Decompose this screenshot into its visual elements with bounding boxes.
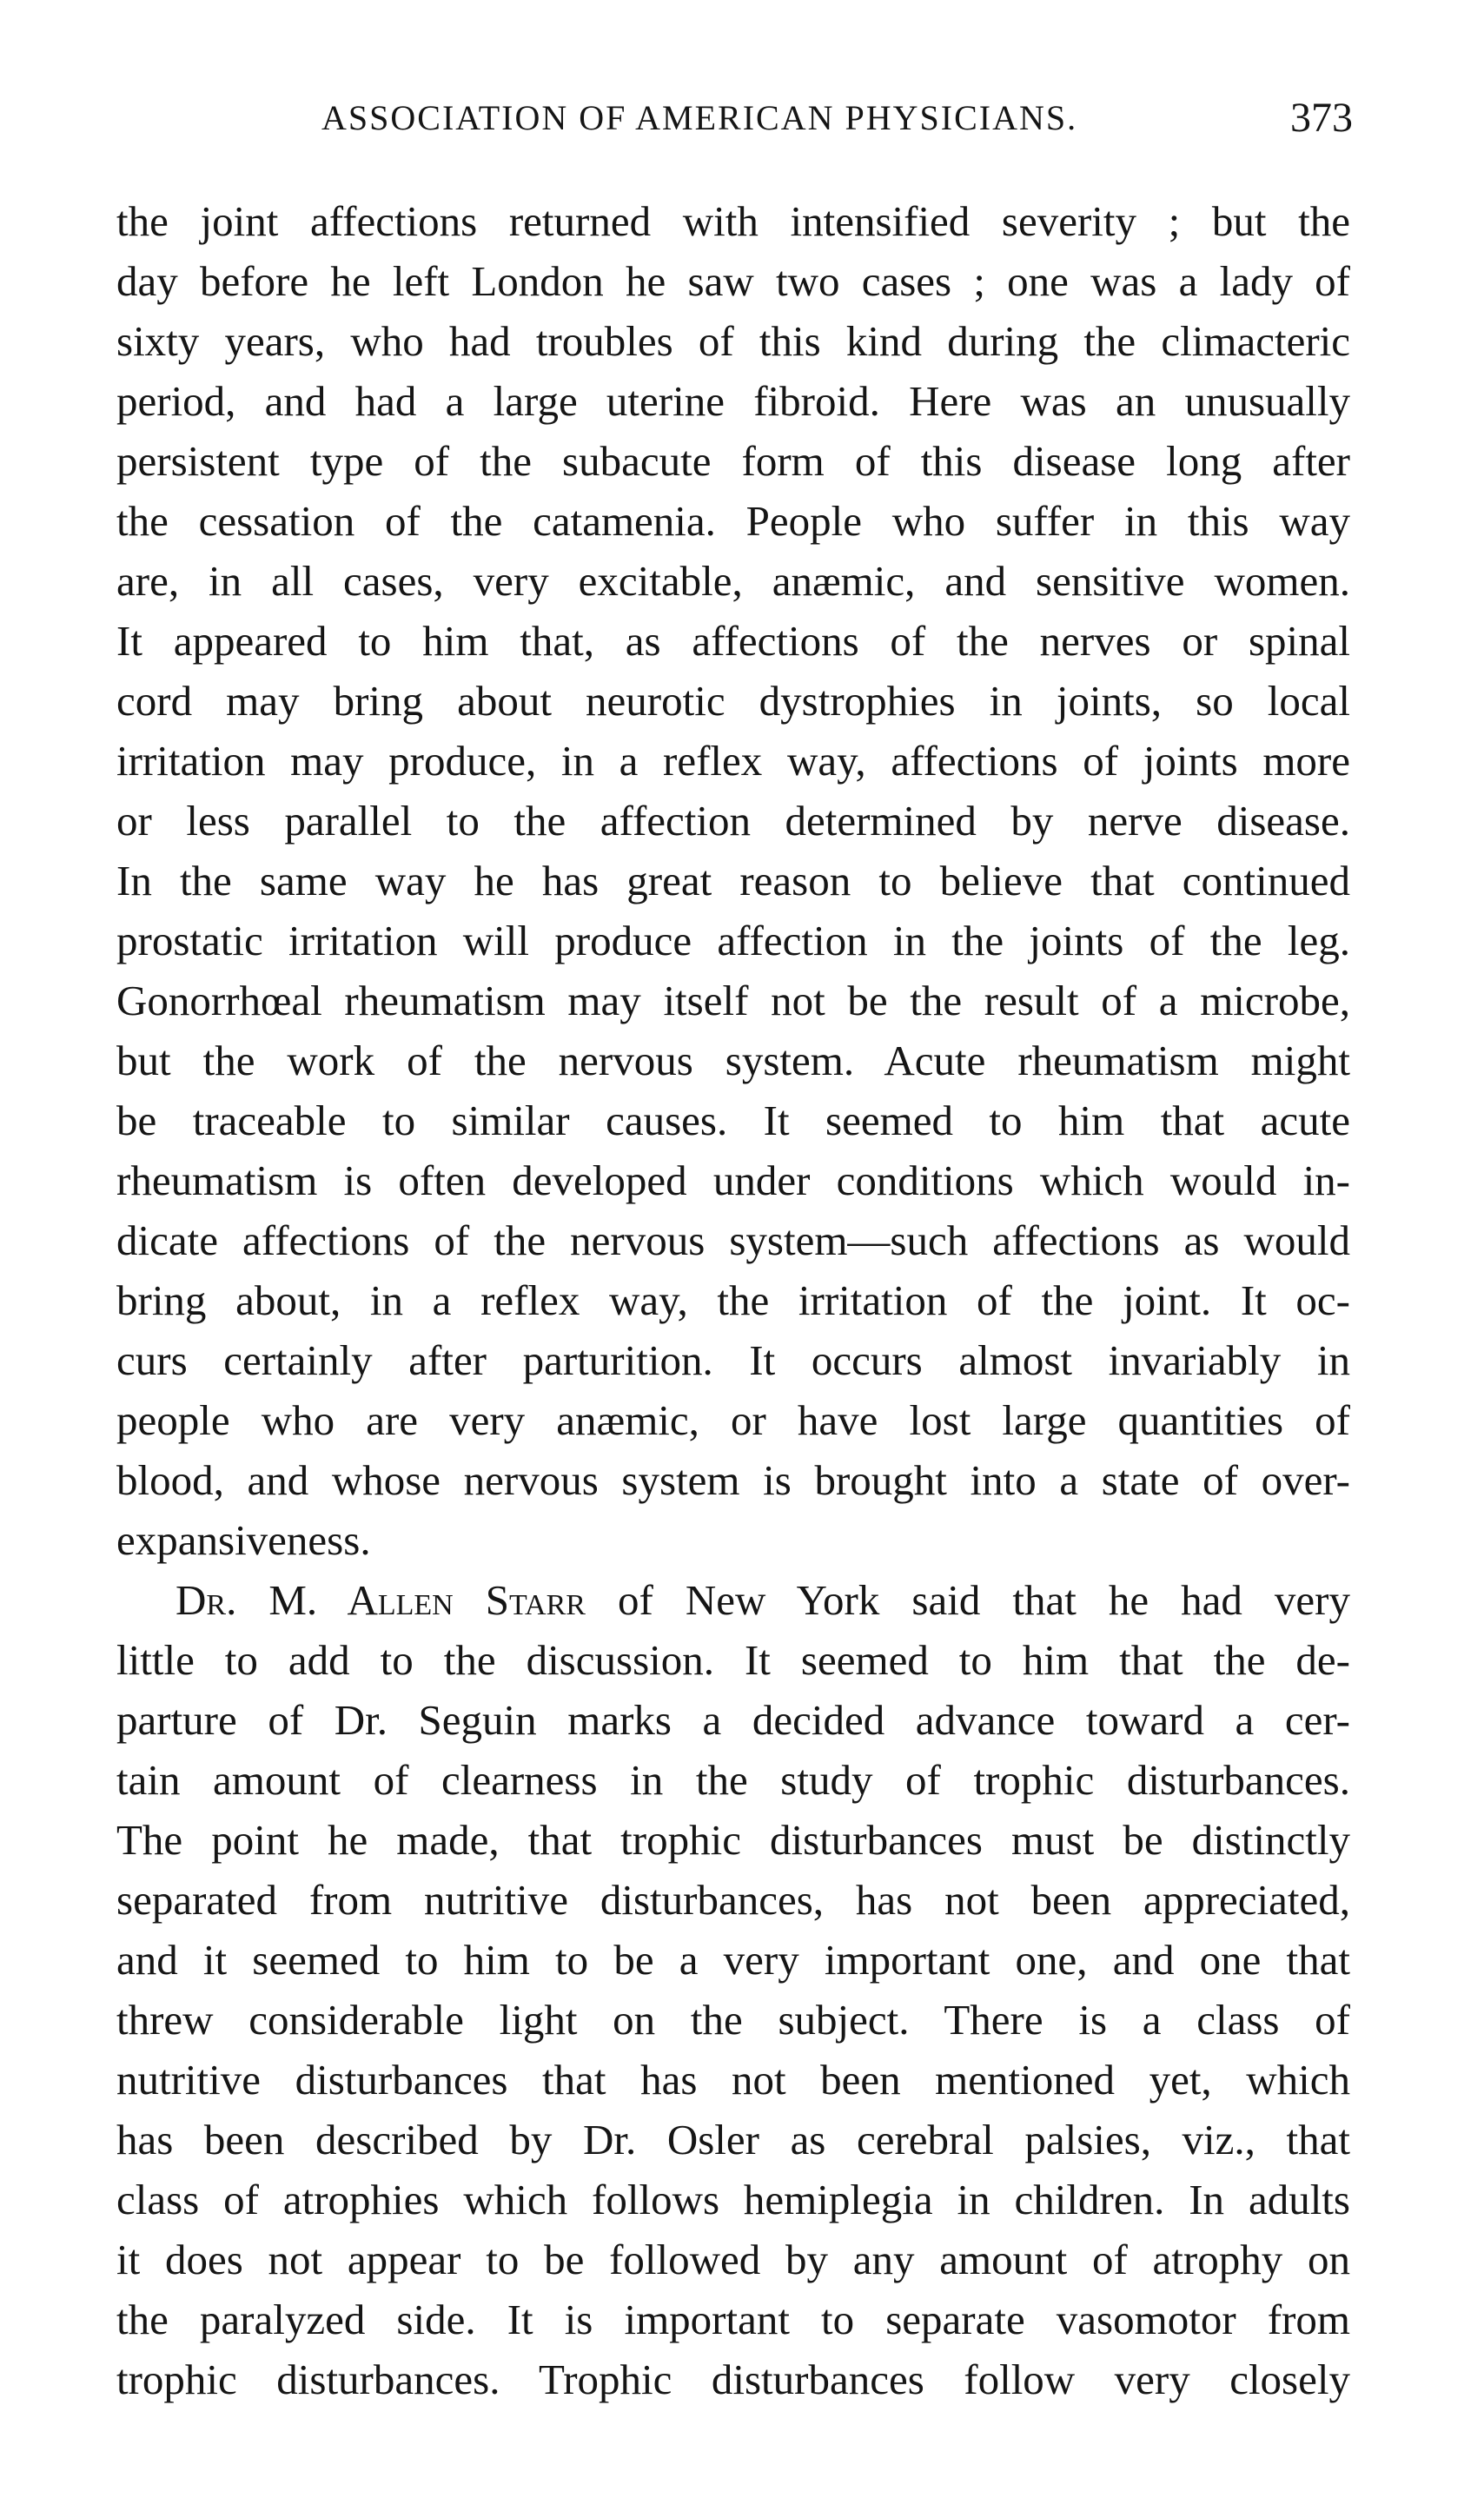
text-line: period, and had a large uterine fibroid. Here was an unusually: [116, 377, 1350, 425]
text-line: prostatic irritation will produce affection in the joints of the leg.: [116, 917, 1350, 964]
text-line: trophic disturbances. Trophic disturbances follow very closely: [116, 2356, 1350, 2403]
text-line: threw considerable light on the subject. There is a class of: [116, 1996, 1350, 2044]
text-line: or less parallel to the affection determined by nerve disease.: [116, 797, 1350, 845]
text-line: bring about, in a reflex way, the irritation of the joint. It oc-: [116, 1276, 1350, 1324]
text-line: tain amount of clearness in the study of trophic disturbances.: [116, 1756, 1350, 1804]
text-line: little to add to the discussion. It seemed to him that the de-: [116, 1636, 1350, 1684]
body-text: [116, 191, 1350, 2409]
text-line: it does not appear to be followed by any amount of atrophy on: [116, 2236, 1350, 2283]
page-number: 373: [1290, 95, 1353, 141]
text-line: are, in all cases, very excitable, anæmic, and sensitive women.: [116, 557, 1350, 605]
text-line: expansiveness.: [116, 1516, 371, 1564]
text-line: Gonorrhœal rheumatism may itself not be the result of a microbe,: [116, 977, 1350, 1024]
text-line: The point he made, that trophic disturbances must be distinctly: [116, 1816, 1350, 1864]
text-line: people who are very anæmic, or have lost large quantities of: [116, 1396, 1350, 1444]
text-line: irritation may produce, in a reflex way, affections of joints more: [116, 737, 1350, 785]
text-line: blood, and whose nervous system is brought into a state of over-: [116, 1456, 1350, 1504]
text-line: and it seemed to him to be a very important one, and one that: [116, 1936, 1350, 1984]
text-line: class of atrophies which follows hemiplegia in children. In adults: [116, 2176, 1350, 2223]
text-line: has been described by Dr. Osler as cerebral palsies, viz., that: [116, 2116, 1350, 2163]
text-line: persistent type of the subacute form of this disease long after: [116, 437, 1350, 485]
text-line: sixty years, who had troubles of this kind during the climacteric: [116, 317, 1350, 365]
text-line: In the same way he has great reason to believe that continued: [116, 857, 1350, 904]
text-line: separated from nutritive disturbances, has not been appreciated,: [116, 1876, 1350, 1924]
text-line: the joint affections returned with intensified severity ; but the: [116, 197, 1350, 245]
running-head: ASSOCIATION OF AMERICAN PHYSICIANS.: [321, 98, 1078, 137]
text-line: dicate affections of the nervous system—such affections as would: [116, 1216, 1350, 1264]
text-line: cord may bring about neurotic dystrophies in joints, so local: [116, 677, 1350, 725]
paragraph-opening-line: [116, 1570, 1350, 1630]
text-line: rheumatism is often developed under conditions which would in-: [116, 1156, 1350, 1204]
speaker-name: Dr. M. Allen Starr: [176, 1576, 586, 1624]
text-line: the paralyzed side. It is important to separate vasomotor from: [116, 2296, 1350, 2343]
text-line: the cessation of the catamenia. People who suffer in this way: [116, 497, 1350, 545]
text-line: day before he left London he saw two cases ; one was a lady of: [116, 257, 1350, 305]
text-line: parture of Dr. Seguin marks a decided advance toward a cer-: [116, 1696, 1350, 1744]
text-line: be traceable to similar causes. It seemed to him that acute: [116, 1097, 1350, 1144]
text-line: curs certainly after parturition. It occurs almost invariably in: [116, 1336, 1350, 1384]
text-line-rest: of New York said that he had very: [618, 1576, 1350, 1624]
text-line: nutritive disturbances that has not been mentioned yet, which: [116, 2056, 1350, 2104]
text-line: but the work of the nervous system. Acute rheumatism might: [116, 1037, 1350, 1084]
text-line: It appeared to him that, as affections of the nerves or spinal: [116, 617, 1350, 665]
